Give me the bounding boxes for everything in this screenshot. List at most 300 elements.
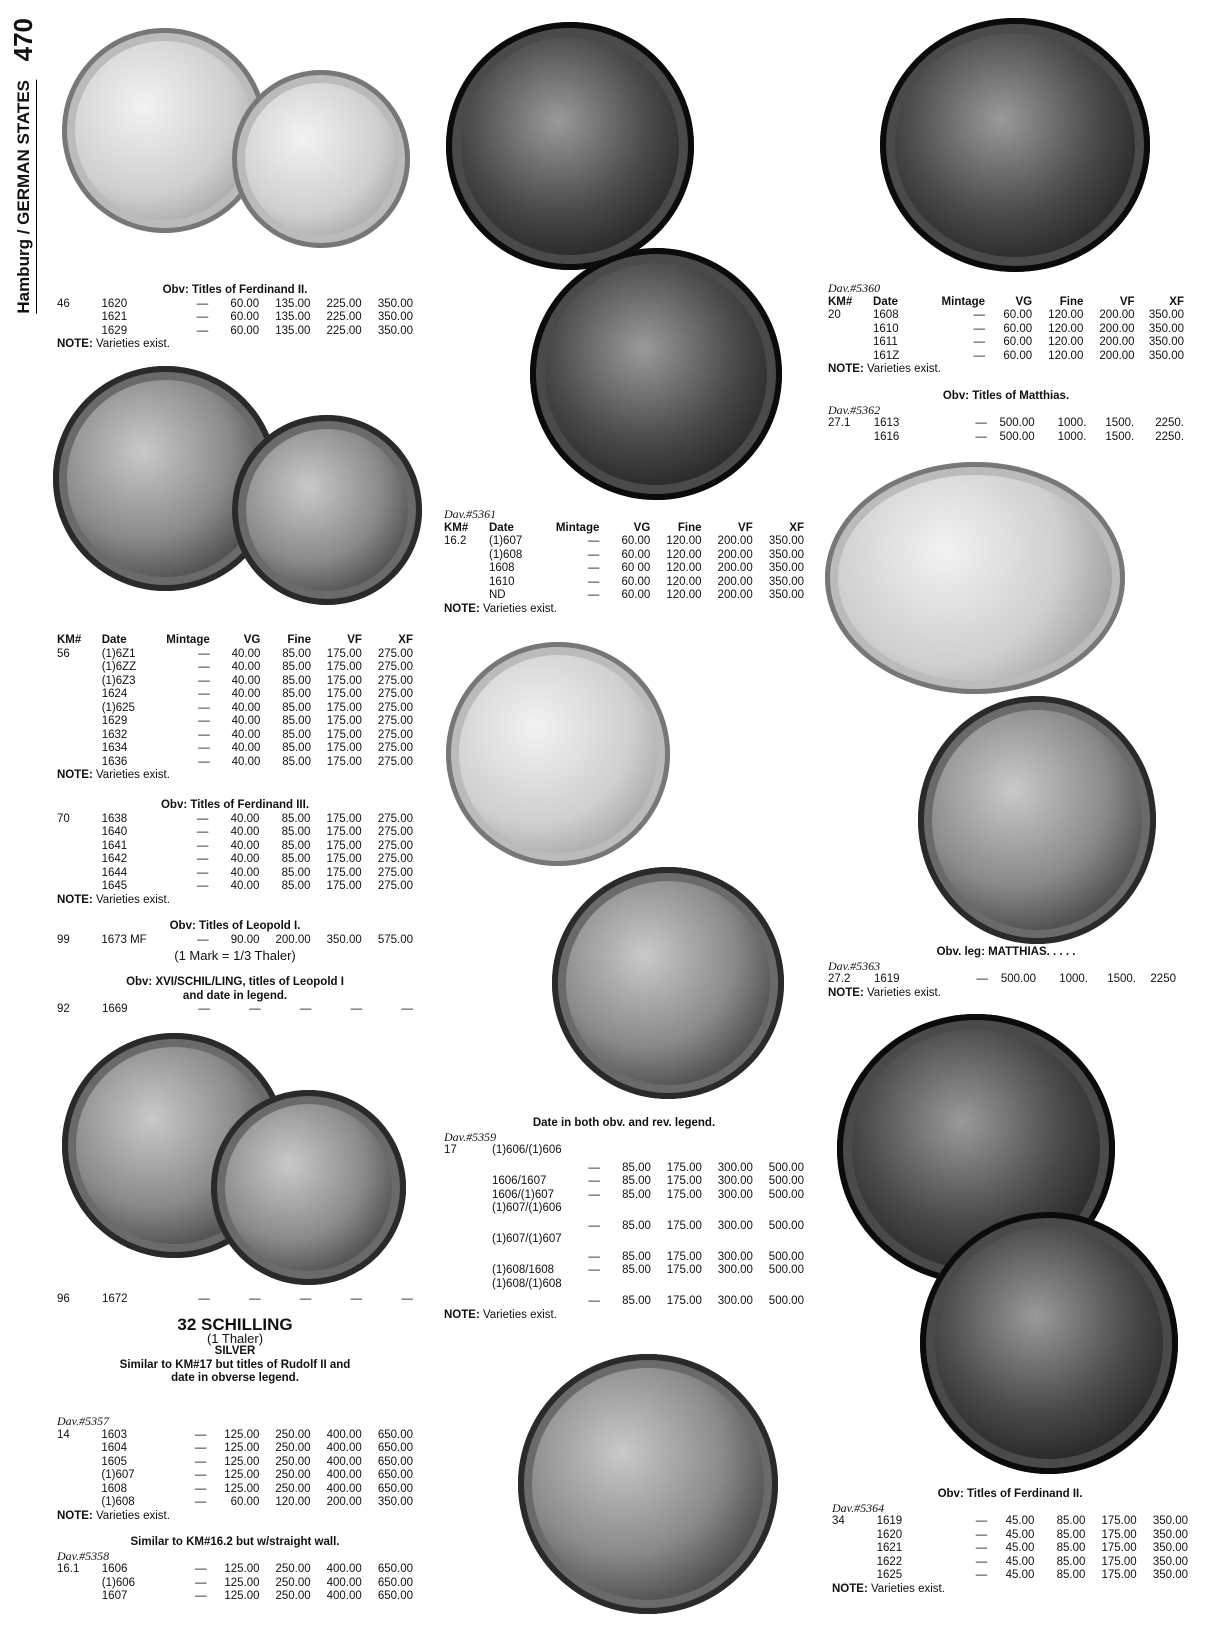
table-row <box>57 729 413 743</box>
table-cell: 1641 <box>101 839 128 852</box>
date-cell: (1)607/(1)606 <box>492 1202 562 1214</box>
table-cell: 1000. <box>1057 417 1087 429</box>
page-number: 470 <box>8 18 38 62</box>
table-row <box>444 562 804 576</box>
date-cell: (1)606/(1)606 <box>492 1144 562 1156</box>
table-cell: 90.00 <box>230 933 260 946</box>
value-cell: 500.00 <box>768 1264 804 1276</box>
table-cell: 1611 <box>873 336 898 348</box>
km17-list <box>444 1144 804 1309</box>
table-cell <box>57 1590 102 1604</box>
table-cell: 125.00 <box>224 1469 260 1481</box>
value-cell: 85.00 <box>622 1188 651 1201</box>
coin-km34-reverse-image <box>920 1212 1178 1474</box>
table-cell: 175.00 <box>1101 1528 1137 1541</box>
list-item <box>492 1175 804 1189</box>
table-cell: 350.00 <box>377 324 413 337</box>
value-cell: — <box>588 1161 600 1174</box>
table-cell: — <box>973 309 985 321</box>
table-cell: 1620 <box>876 1528 903 1541</box>
value-cell: 300.00 <box>717 1188 753 1201</box>
table-cell: 250.00 <box>275 1428 311 1441</box>
value-cell <box>651 1144 702 1158</box>
column-header: Fine <box>287 634 311 646</box>
table-row <box>57 1456 413 1470</box>
table-row <box>832 1529 1188 1543</box>
value-cell: 500.00 <box>768 1188 804 1201</box>
table-cell: — <box>249 1293 261 1305</box>
table-cell: — <box>196 297 209 310</box>
table-cell: 1620 <box>101 297 128 310</box>
date-cell <box>492 1251 576 1265</box>
table-cell: 275.00 <box>377 647 413 660</box>
table-row <box>57 840 413 854</box>
date-cell: 1606/1607 <box>492 1175 547 1187</box>
value-cell <box>600 1144 651 1158</box>
table-row <box>444 576 804 590</box>
table-cell: — <box>196 311 209 323</box>
km34-block <box>832 1488 1188 1596</box>
table-cell <box>444 589 489 603</box>
table-row <box>57 688 413 702</box>
table-cell: 120.00 <box>666 589 702 601</box>
table-row <box>444 549 804 563</box>
table-cell <box>444 562 489 576</box>
table-cell <box>57 826 102 840</box>
table-cell: — <box>249 1003 261 1015</box>
table-cell: 175.00 <box>1101 1569 1137 1581</box>
table-cell: (1)607 <box>489 535 523 547</box>
table-cell: 200.00 <box>717 562 753 574</box>
denomination-title: 32 SCHILLING <box>177 1315 293 1334</box>
table-cell: 1640 <box>101 826 128 838</box>
table-cell: — <box>401 1293 413 1305</box>
table-cell <box>57 325 102 339</box>
table-row <box>444 535 804 549</box>
table-cell: — <box>587 589 600 601</box>
table-cell: — <box>194 1428 207 1441</box>
table-cell: 45.00 <box>1005 1555 1035 1568</box>
table-cell: 275.00 <box>377 688 413 700</box>
table-cell: 60.00 <box>1003 336 1033 348</box>
table-cell: 275.00 <box>377 812 413 825</box>
table-cell: 1604 <box>101 1442 127 1454</box>
table-cell: 40.00 <box>231 661 261 673</box>
table-cell: 200.00 <box>1099 309 1135 321</box>
km272-block <box>828 946 1184 1000</box>
value-cell <box>753 1233 804 1247</box>
table-row <box>57 702 413 716</box>
km92-heading: Obv: XVI/SCHIL/LING, titles of Leopold I and date in legend. <box>126 976 344 1002</box>
table-cell: 40.00 <box>230 853 260 865</box>
table-cell: 200.00 <box>326 1496 362 1508</box>
table-cell: (1)608 <box>101 1496 135 1508</box>
value-cell: — <box>588 1250 600 1263</box>
table-row <box>832 1515 1188 1529</box>
table-row <box>57 742 413 756</box>
km46-note: NOTE: Varieties exist. <box>57 338 170 350</box>
coin-km271-image <box>825 462 1125 694</box>
table-cell: — <box>198 688 210 700</box>
table-cell: 1607 <box>101 1590 128 1602</box>
value-cell <box>651 1202 702 1216</box>
km46-table <box>57 298 413 339</box>
table-cell: 500.00 <box>999 430 1035 443</box>
table-cell: 96 <box>57 1293 70 1305</box>
table-cell: 85.00 <box>281 826 311 838</box>
table-cell: ND <box>489 589 506 601</box>
table-cell: 125.00 <box>224 1590 260 1602</box>
table-cell: 1625 <box>876 1569 903 1581</box>
km34-note: NOTE: Varieties exist. <box>832 1582 945 1595</box>
value-cell <box>702 1233 753 1247</box>
table-cell <box>832 1556 877 1570</box>
table-cell: 350.00 <box>377 297 413 310</box>
table-cell <box>57 1483 101 1497</box>
table-cell: 1608 <box>489 562 515 574</box>
coin-km96-reverse-image <box>211 1090 406 1285</box>
table-header-row <box>828 296 1184 310</box>
table-cell: 1605 <box>101 1455 127 1468</box>
table-cell: 40.00 <box>230 866 260 879</box>
table-cell: 85.00 <box>282 661 311 673</box>
km17-number: 17 <box>444 1144 457 1156</box>
km99-subheading: (1 Mark = 1/3 Thaler) <box>174 948 296 963</box>
table-cell: 250.00 <box>275 1563 311 1575</box>
table-cell: — <box>194 1482 207 1495</box>
table-cell: 1606 <box>101 1563 128 1575</box>
table-cell: 175.00 <box>1101 1542 1137 1554</box>
km20-block <box>828 282 1184 377</box>
value-cell: 175.00 <box>666 1161 702 1174</box>
table-cell: — <box>194 1455 207 1468</box>
section-title: Hamburg / GERMAN STATES <box>14 80 37 314</box>
table-cell <box>57 742 102 756</box>
table-cell <box>57 1577 102 1591</box>
value-cell <box>576 1144 600 1158</box>
coin-km17-reverse-image <box>552 867 784 1099</box>
table-cell: 1613 <box>873 417 900 429</box>
table-row <box>57 853 413 867</box>
metal-label: SILVER <box>214 1345 256 1357</box>
table-row <box>57 880 413 894</box>
km34-table <box>832 1515 1188 1583</box>
coin-km162-reverse-image <box>530 248 782 500</box>
value-cell: — <box>588 1295 600 1307</box>
table-cell: — <box>975 430 987 443</box>
table-cell <box>444 576 489 590</box>
table-cell: 40.00 <box>231 755 261 768</box>
table-cell: 135.00 <box>275 311 311 323</box>
table-row <box>57 1442 413 1456</box>
table-cell: 135.00 <box>275 324 311 337</box>
value-cell: 175.00 <box>666 1175 702 1187</box>
table-cell: 1619 <box>876 1515 903 1527</box>
column-header: Fine <box>677 521 702 534</box>
value-cell <box>576 1202 600 1216</box>
table-cell: 125.00 <box>224 1563 260 1575</box>
table-cell: — <box>973 322 985 335</box>
km271-block <box>828 390 1184 444</box>
table-cell: — <box>198 647 210 660</box>
table-cell: 175.00 <box>326 826 362 838</box>
column-header: VF <box>738 521 753 534</box>
value-cell <box>576 1233 600 1247</box>
table-cell: 1619 <box>874 973 900 985</box>
table-cell: 200.00 <box>1099 349 1135 362</box>
table-cell: — <box>198 674 210 687</box>
column-header: XF <box>1169 295 1184 308</box>
table-cell <box>57 675 102 689</box>
coin-km56-reverse-image <box>232 415 422 605</box>
value-cell: 500.00 <box>768 1295 804 1307</box>
table-cell: 1636 <box>101 755 128 768</box>
table-cell: 1500. <box>1105 430 1135 443</box>
table-cell <box>444 549 489 563</box>
table-row <box>57 325 413 339</box>
column-header: VG <box>1015 295 1033 308</box>
km272-heading: Obv. leg: MATTHIAS. . . . . <box>936 946 1076 958</box>
column-header: KM# <box>444 521 469 534</box>
column-header: KM# <box>57 634 82 646</box>
table-cell: 40.00 <box>231 742 261 754</box>
value-cell: — <box>588 1188 600 1201</box>
table-cell: — <box>196 826 209 838</box>
table-cell: 225.00 <box>326 311 362 323</box>
coin-km272-image <box>918 696 1156 944</box>
table-cell <box>57 1442 101 1456</box>
table-cell: 250.00 <box>275 1482 311 1495</box>
value-cell: 300.00 <box>717 1250 753 1263</box>
table-cell: 500.00 <box>1000 973 1036 985</box>
table-cell: 60.00 <box>230 297 260 310</box>
table-cell: 85.00 <box>281 839 311 852</box>
value-cell: — <box>588 1175 600 1187</box>
table-cell: 250.00 <box>275 1576 311 1589</box>
table-cell: 250.00 <box>275 1590 311 1602</box>
list-item <box>492 1144 804 1158</box>
table-cell: 175.00 <box>326 647 362 660</box>
table-row <box>57 1563 413 1577</box>
table-cell: 650.00 <box>377 1428 413 1441</box>
table-cell: 56 <box>57 647 70 660</box>
table-cell: 200.00 <box>717 589 753 601</box>
value-cell: 85.00 <box>622 1250 651 1263</box>
table-cell: 200.00 <box>717 575 753 588</box>
table-row <box>57 1003 413 1017</box>
table-cell: — <box>194 1496 207 1508</box>
table-cell: 40.00 <box>230 812 260 825</box>
value-cell <box>753 1278 804 1292</box>
table-cell: 60.00 <box>230 1496 260 1508</box>
table-cell: 16.1 <box>57 1563 80 1575</box>
table-cell: 85.00 <box>281 853 311 865</box>
km70-block <box>57 799 413 907</box>
table-cell <box>57 1456 101 1470</box>
table-cell: 60 00 <box>621 562 651 574</box>
km14-note: NOTE: Varieties exist. <box>57 1509 170 1522</box>
date-cell <box>492 1295 576 1309</box>
list-item <box>492 1295 804 1309</box>
table-cell: 60.00 <box>1003 309 1033 321</box>
table-cell: 161Z <box>873 349 900 362</box>
table-cell <box>832 1542 877 1556</box>
table-cell: 350.00 <box>1148 309 1184 321</box>
table-cell: 350.00 <box>768 562 804 574</box>
coin-km14-image <box>518 1354 778 1614</box>
table-cell: 250.00 <box>275 1442 311 1454</box>
table-cell <box>828 336 873 350</box>
column-header: VF <box>347 634 362 646</box>
km162-dav: Dav.#5361 <box>444 507 497 521</box>
list-item <box>492 1233 804 1247</box>
km20-dav: Dav.#5360 <box>828 281 881 295</box>
km161-heading: Similar to KM#16.2 but w/straight wall. <box>130 1536 340 1548</box>
column-header: VG <box>243 634 261 646</box>
km162-table <box>444 522 804 603</box>
table-cell: 85.00 <box>281 880 311 892</box>
page-sidebar <box>6 10 46 350</box>
table-cell: 1616 <box>873 430 900 443</box>
table-cell: 1672 <box>102 1293 128 1305</box>
column-header: Fine <box>1059 295 1084 308</box>
km99-block <box>57 920 413 963</box>
table-cell: 650.00 <box>377 1563 413 1575</box>
table-cell: 400.00 <box>326 1482 362 1495</box>
table-row <box>828 309 1184 323</box>
table-cell: 1500. <box>1107 973 1136 985</box>
table-cell: 120.00 <box>1048 349 1084 362</box>
table-cell: 1621 <box>101 311 128 323</box>
table-cell: 45.00 <box>1005 1542 1035 1554</box>
km161-block <box>57 1536 413 1604</box>
table-cell: 1621 <box>876 1542 903 1554</box>
table-cell: 120.00 <box>1048 336 1084 348</box>
table-row <box>57 756 413 770</box>
table-cell: 350.00 <box>1152 1555 1188 1568</box>
value-cell: 85.00 <box>622 1161 651 1174</box>
table-cell: 650.00 <box>377 1455 413 1468</box>
km34-dav: Dav.#5364 <box>832 1500 885 1515</box>
km162-note: NOTE: Varieties exist. <box>444 602 557 615</box>
km56-block <box>57 634 413 783</box>
table-cell: — <box>350 1293 363 1305</box>
table-cell <box>57 880 102 894</box>
table-row <box>444 589 804 603</box>
table-cell: 40.00 <box>231 728 261 741</box>
table-row <box>57 826 413 840</box>
table-cell: 14 <box>57 1428 70 1441</box>
table-cell: 350.00 <box>377 311 413 323</box>
schilling-block <box>57 1315 413 1386</box>
table-cell: 350.00 <box>326 933 362 946</box>
table-cell: 200.00 <box>275 933 311 946</box>
table-cell: 400.00 <box>326 1442 362 1454</box>
table-cell: 350.00 <box>377 1496 413 1508</box>
table-cell: 135.00 <box>275 297 311 310</box>
table-cell: 85.00 <box>282 674 311 687</box>
table-cell: 275.00 <box>377 674 413 687</box>
table-cell: 60.00 <box>621 548 651 561</box>
table-cell: 225.00 <box>326 297 362 310</box>
km272-table <box>828 973 1176 987</box>
value-cell: 175.00 <box>666 1250 702 1263</box>
value-cell: — <box>588 1219 600 1232</box>
km271-dav: Dav.#5362 <box>828 402 881 417</box>
date-cell <box>492 1162 576 1176</box>
table-cell: 275.00 <box>377 715 413 727</box>
table-cell: 60.00 <box>1003 322 1033 335</box>
table-cell: 275.00 <box>377 853 413 865</box>
table-cell: — <box>975 1569 988 1581</box>
km14-dav: Dav.#5357 <box>57 1414 110 1428</box>
value-cell <box>702 1278 753 1292</box>
table-cell: — <box>198 742 210 754</box>
table-cell: — <box>973 336 985 348</box>
table-cell: 275.00 <box>377 661 413 673</box>
table-cell: 20 <box>828 309 841 321</box>
table-row <box>57 1429 413 1443</box>
column-header: VF <box>1119 295 1135 308</box>
table-cell: — <box>196 866 209 879</box>
list-item <box>492 1278 804 1292</box>
table-cell: — <box>299 1293 312 1305</box>
value-cell: 175.00 <box>666 1264 702 1276</box>
list-item <box>492 1202 804 1216</box>
table-cell: (1)6Z3 <box>101 674 136 687</box>
table-cell: 1644 <box>101 866 128 879</box>
km14-table <box>57 1429 413 1510</box>
km92-block <box>57 976 413 1017</box>
table-cell: — <box>196 880 209 892</box>
km46-block <box>57 284 413 352</box>
date-cell: (1)608/(1)608 <box>492 1277 562 1290</box>
table-cell: 400.00 <box>326 1576 362 1589</box>
table-row <box>828 336 1184 350</box>
value-cell <box>600 1278 651 1292</box>
table-cell: 60.00 <box>1003 349 1033 362</box>
table-cell: — <box>975 1515 988 1527</box>
table-cell <box>57 840 102 854</box>
table-cell <box>57 702 102 716</box>
coin-km20-image <box>880 18 1150 272</box>
table-cell: 85.00 <box>282 688 311 700</box>
table-cell <box>57 853 102 867</box>
table-cell: 60.00 <box>621 589 651 601</box>
table-cell: 45.00 <box>1005 1569 1035 1581</box>
date-cell: (1)608/1608 <box>492 1264 555 1276</box>
km92-table <box>57 1003 413 1017</box>
table-cell: 120.00 <box>666 562 702 574</box>
value-cell <box>753 1144 804 1158</box>
column-header: Date <box>101 634 127 646</box>
table-row <box>828 323 1184 337</box>
table-cell: 40.00 <box>231 701 261 714</box>
column-header: XF <box>789 521 804 534</box>
table-cell: 27.2 <box>828 973 851 985</box>
table-cell: 45.00 <box>1005 1515 1035 1527</box>
table-cell: — <box>975 1528 988 1541</box>
value-cell: 500.00 <box>768 1161 804 1174</box>
table-cell: 34 <box>832 1515 845 1527</box>
value-cell: 300.00 <box>717 1295 753 1307</box>
table-cell: 1632 <box>101 728 128 741</box>
km271-table <box>828 417 1184 444</box>
table-cell: 99 <box>57 933 70 946</box>
column-header: VG <box>633 521 651 534</box>
value-cell <box>576 1278 600 1292</box>
table-cell: (1)608 <box>489 548 523 561</box>
